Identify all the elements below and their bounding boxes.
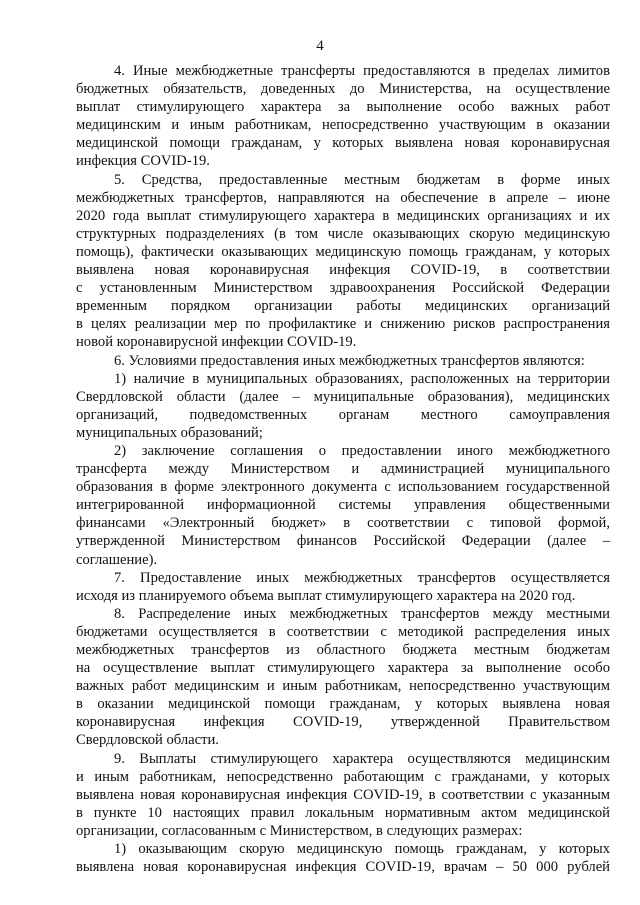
text-line: образования в форме электронного документа с использованием государственной [76, 479, 610, 496]
text-line: 1) оказывающим скорую медицинскую помощь гражданам, у которых [114, 841, 610, 858]
text-line: инфекция COVID-19. [76, 153, 210, 170]
text-line: и иным работникам, непосредственно работающим с гражданами, у которых [76, 768, 610, 785]
text-line: организаций, подведомственных органам местного самоуправления [76, 406, 610, 423]
text-line: бюджетами осуществляется в соответствии с методикой распределения иных [76, 623, 610, 640]
text-line: с установленным Министерством здравоохранения Российской Федерации [76, 280, 610, 297]
text-line: 9. Выплаты стимулирующего характера осуществляются медицинским [114, 750, 610, 767]
text-line: исходя из планируемого объема выплат стимулирующего характера на 2020 год. [76, 587, 576, 604]
text-line: в оказании медицинской помощи гражданам, у которых выявлена новая [76, 696, 610, 713]
text-line: интегрированной информационной системы управления общественными [76, 497, 610, 514]
text-line: 1) наличие в муниципальных образованиях, расположенных на территории [114, 370, 610, 387]
text-line: 8. Распределение иных межбюджетных трансфертов между местными [114, 605, 610, 622]
text-line: структурных подразделениях (в том числе оказывающих скорую медицинскую [76, 225, 610, 242]
text-line: медицинским и иным работникам, непосредственно участвующим в оказании [76, 117, 610, 134]
document-body [76, 62, 610, 876]
text-line: 2020 года выплат стимулирующего характера в медицинских организациях и их [76, 207, 610, 224]
text-line: 4. Иные межбюджетные трансферты предоставляются в пределах лимитов [114, 63, 610, 79]
text-line: выявлена новая коронавирусная инфекция COVID-19, в соответствии с указанным [76, 786, 610, 803]
text-line: соглашение). [76, 551, 158, 568]
text-line: 2) заключение соглашения о предоставлении иного межбюджетного [114, 442, 610, 459]
text-line: Свердловской области. [76, 732, 219, 749]
text-line: организации, согласованным с Министерством, в следующих размерах: [76, 822, 523, 839]
text-line: на осуществление выплат стимулирующего характера за выполнение особо [76, 660, 610, 677]
text-line: временным порядком организации работы медицинских организаций [76, 298, 610, 315]
text-line: финансами «Электронный бюджет» в соответствии с типовой формой, [76, 515, 610, 532]
text-line: в целях реализации мер по профилактике и снижению рисков распространения [76, 316, 610, 333]
text-line: утвержденной Министерством финансов Российской Федерации (далее – [76, 533, 610, 550]
text-line: межбюджетных трансфертов из областного бюджета местным бюджетам [76, 642, 610, 658]
text-line: выявлена новая коронавирусная инфекция COVID-19, врачам – 50 000 рублей [76, 859, 610, 876]
text-line: новой коронавирусной инфекции COVID-19. [76, 334, 357, 351]
text-line: медицинской помощи гражданам, у которых выявлена новая коронавирусная [76, 135, 610, 152]
text-line: 7. Предоставление иных межбюджетных трансфертов осуществляется [114, 569, 610, 586]
text-line: бюджетных обязательств, доведенных до Министерства, на осуществление [76, 81, 610, 98]
text-line: трансферта между Министерством и администрацией муниципального [76, 461, 610, 478]
text-line: 5. Средства, предоставленные местным бюджетам в форме иных [114, 171, 610, 188]
text-line: важных работ медицинским и иным работникам, непосредственно участвующим [76, 678, 610, 695]
text-line: в пункте 10 настоящих правил локальным нормативным актом медицинской [76, 804, 610, 821]
text-line: муниципальных образований; [76, 424, 263, 441]
text-line: коронавирусная инфекция COVID-19, утвержденной Правительством [76, 714, 610, 731]
page-number: 4 [316, 38, 324, 54]
text-line: межбюджетных трансфертов, направляются на обеспечение в апреле – июне [76, 189, 610, 206]
text-line: 6. Условиями предоставления иных межбюджетных трансфертов являются: [114, 352, 585, 369]
text-line: выплат стимулирующего характера за выполнение особо важных работ [76, 99, 610, 116]
text-line: помощь), фактически оказывающих медицинскую помощь гражданам, у которых [76, 243, 610, 260]
text-line: Свердловской области (далее – муниципальные образования), медицинских [76, 388, 610, 405]
text-line: выявлена новая коронавирусная инфекция COVID-19, в соответствии [76, 262, 610, 279]
